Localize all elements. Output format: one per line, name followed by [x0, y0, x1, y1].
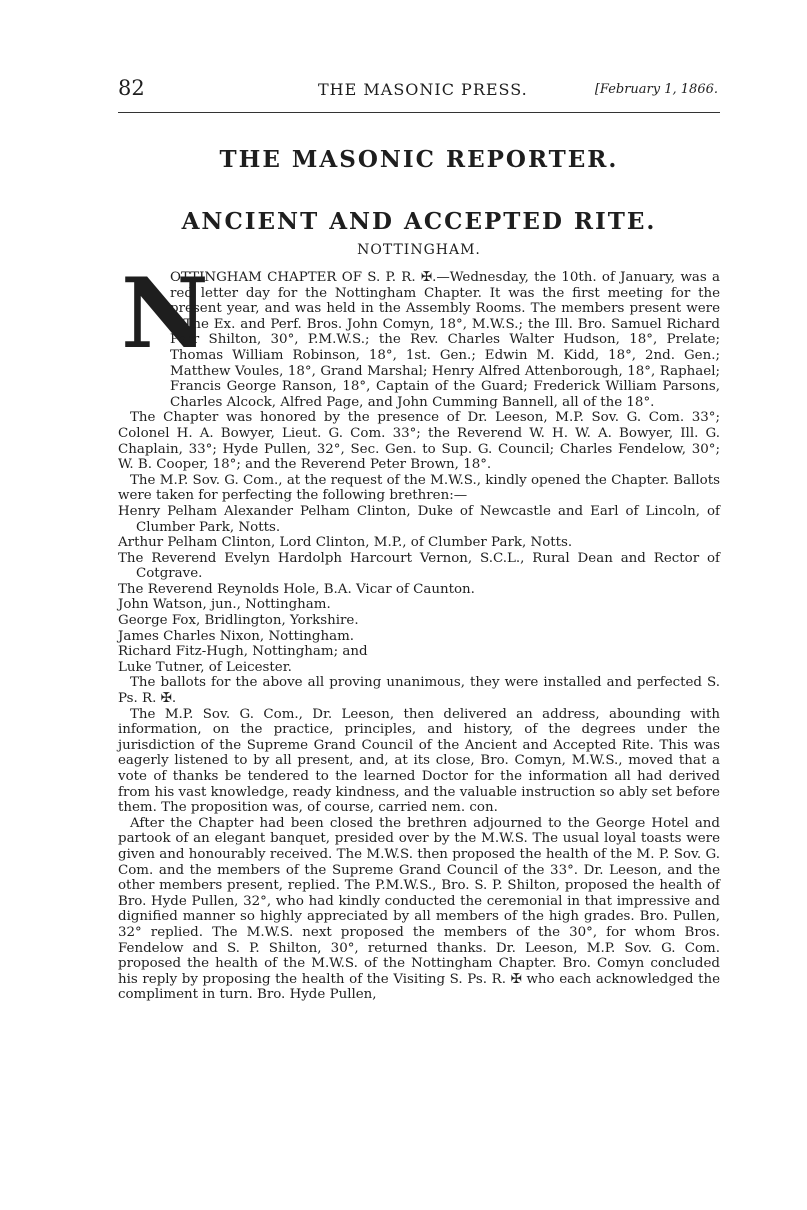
paragraph-banquet: After the Chapter had been closed the brethren adjourned to the George Hotel and partook of an elegant banquet, presided over by the M.W.S. The usual loyal toasts were given and honourably received. The M.W.S. then proposed the health of the M. P. Sov. G. Com. and the members of the Supreme Grand Council of the 33°. Dr. Leeson, and the other members present, replied. The P.M.W.S., Bro. S. P. Shilton, proposed the health of Bro. Hyde Pullen, 32°, who had kindly conducted the ceremonial in that impressive and dignified manner so highly appreciated by all members of the high grades. Bro. Pullen, 32° replied. The M.W.S. next proposed the members of the 30°, for whom Bros. Fendelow and S. P. Shilton, 30°, returned thanks. Dr. Leeson, M.P. Sov. G. Com. proposed the health of the M.W.S. of the Nottingham Chapter. Bro. Comyn concluded his reply by proposing the health of the Visiting S. Ps. R. ✠ who each acknowledged the compliment in turn. Bro. Hyde Pullen,	[118, 815, 720, 1003]
list-item: Luke Tutner, of Leicester.	[118, 659, 292, 675]
paragraph-visitors: The Chapter was honored by the presence of Dr. Leeson, M.P. Sov. G. Com. 33°; Colonel H. A. Bowyer, Lieut. G. Com. 33°; the Reverend W. H. W. A. Bowyer, Ill. G. Chaplain, 33°; Hyde Pullen, 32°, Sec. Gen. to Sup. G. Council; Charles Fendelow, 30°; W. B. Cooper, 18°; and the Reverend Peter Brown, 18°.	[118, 410, 720, 473]
running-title: THE MASONIC PRESS.	[318, 80, 528, 99]
paragraph-installed: The ballots for the above all proving unanimous, they were installed and perfected S. Ps. R. ✠.	[118, 675, 720, 707]
paragraph-ballots: The M.P. Sov. G. Com., at the request of the M.W.S., kindly opened the Chapter. Ballots were taken for perfecting the following brethren:—	[118, 472, 720, 504]
paragraph-address: The M.P. Sov. G. Com., Dr. Leeson, then delivered an address, abounding with information, on the practice, principles, and history, of the degrees under the jurisdiction of the Supreme Grand Council of the Ancient and Accepted Rite. This was eagerly listened to by all present, and, at its close, Bro. Comyn, M.W.S., moved that a vote of thanks be tendered to the learned Doctor for the information all had derived from his vast knowledge, ready kindness, and the valuable instruction so ably set before them. The proposition was, of course, carried nem. con.	[118, 706, 720, 816]
header-rule	[118, 112, 720, 113]
drop-cap: N	[121, 257, 209, 370]
list-item: Arthur Pelham Clinton, Lord Clinton, M.P., of Clumber Park, Notts.	[118, 535, 573, 551]
article-title: ANCIENT AND ACCEPTED RITE.	[181, 208, 657, 235]
issue-date: [February 1, 1866.	[594, 82, 718, 97]
list-item: John Watson, jun., Nottingham.	[118, 597, 331, 613]
location-heading: NOTTINGHAM.	[357, 242, 481, 258]
list-item: Henry Pelham Alexander Pelham Clinton, Duke of Newcastle and Earl of Lincoln, of Clumber Park, Notts.	[118, 503, 720, 535]
article-body	[118, 257, 720, 1003]
page-number: 82	[118, 76, 145, 100]
paragraph-members: OTTINGHAM CHAPTER OF S. P. R. ✠.—Wednesday, the 10th. of January, was a red letter day for the Nottingham Chapter. It was the first meeting for the present year, and was held in the Assembly Rooms. The members present were—The Ex. and Perf. Bros. John Comyn, 18°, M.W.S.; the Ill. Bro. Samuel Richard Parr Shilton, 30°, P.M.W.S.; the Rev. Charles Walter Hudson, 18°, Prelate; Thomas William Robinson, 18°, 1st. Gen.; Edwin M. Kidd, 18°, 2nd. Gen.; Matthew Voules, 18°, Grand Marshal; Henry Alfred Attenborough, 18°, Raphael; Francis George Ranson, 18°, Captain of the Guard; Frederick William Parsons, Charles Alcock, Alfred Page, and John Cumming Bannell, all of the 18°.	[170, 270, 720, 410]
list-item: The Reverend Reynolds Hole, B.A. Vicar of Caunton.	[118, 581, 475, 597]
list-item: James Charles Nixon, Nottingham.	[118, 628, 355, 644]
list-item: The Reverend Evelyn Hardolph Harcourt Vernon, S.C.L., Rural Dean and Rector of Cotgrave.	[118, 550, 720, 582]
brethren-list	[118, 504, 720, 676]
list-item: Richard Fitz-Hugh, Nottingham; and	[118, 644, 368, 660]
page-header	[118, 76, 718, 106]
list-item: George Fox, Bridlington, Yorkshire.	[118, 613, 359, 629]
section-title: THE MASONIC REPORTER.	[219, 146, 619, 173]
